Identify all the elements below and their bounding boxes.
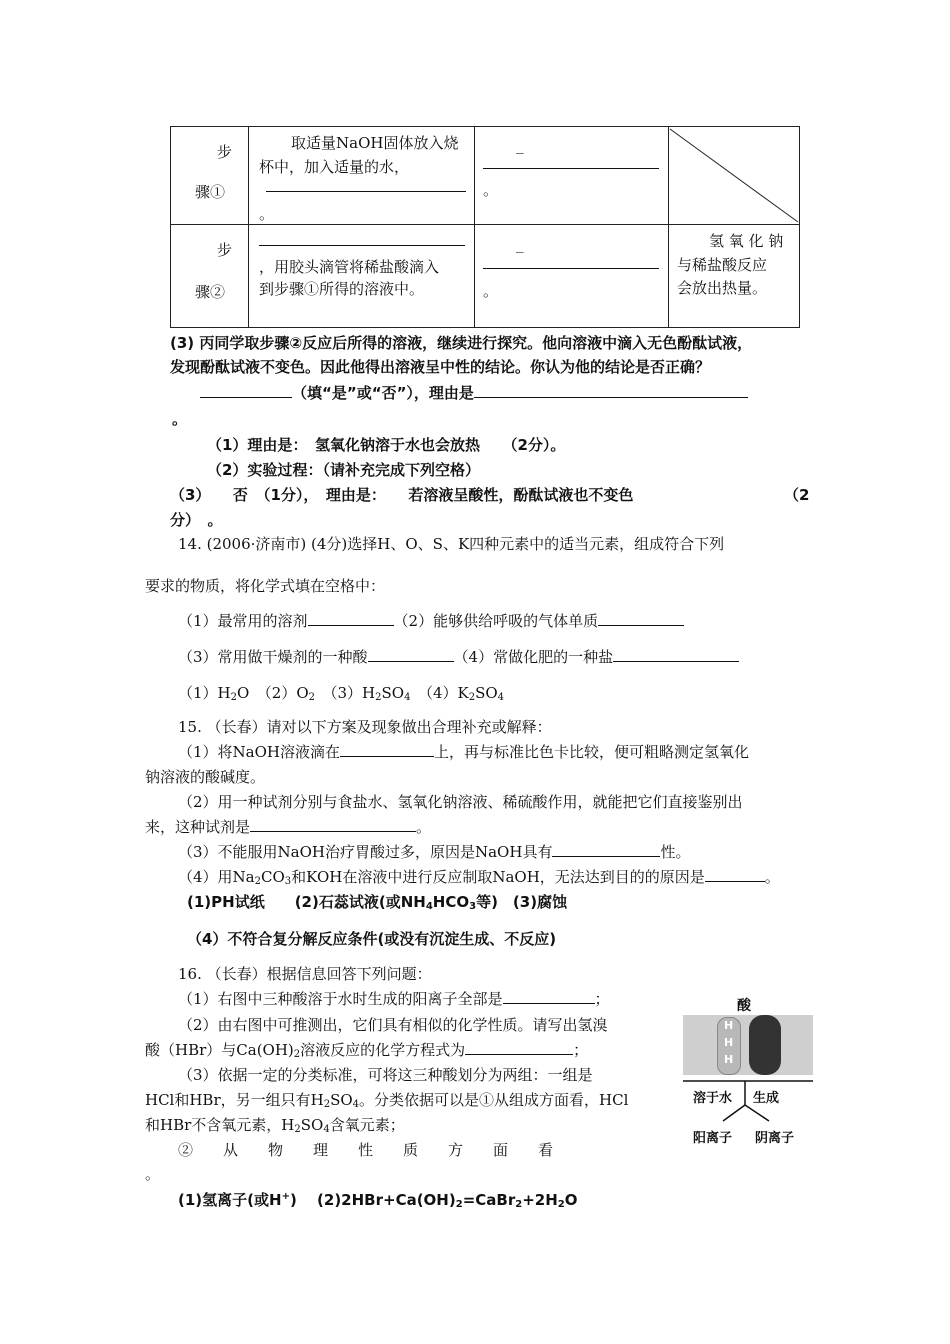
step2-conclusion-line1: 氢 氧 化 钠 (709, 232, 784, 250)
q16-item1: （1）右图中三种酸溶于水时生成的阳离子全部是 (178, 990, 503, 1008)
q16-item3-a: （3）依据一定的分类标准，可将这三种酸划分为两组：一组是 (178, 1066, 593, 1084)
step2-operation-line3: 到步骤①所得的溶液中。 (259, 280, 425, 298)
step2-conclusion-line2: 与稀盐酸反应 (677, 256, 768, 274)
step1-phenomenon-blank (483, 154, 659, 173)
step1-operation-line1: 取适量NaOH固体放入烧 (291, 134, 459, 152)
table-column-divider (474, 127, 475, 327)
step2-phenomenon-blank (483, 254, 659, 273)
q16-item3-end: 。 (145, 1165, 161, 1183)
experiment-table (170, 126, 800, 328)
q13-part3-line3 (200, 382, 748, 403)
step2-phenomenon-end: 。 (483, 282, 499, 300)
table-row-divider (171, 224, 799, 225)
q15-item2-a: （2）用一种试剂分别与食盐水、氢氧化钠溶液、稀硫酸作用，就能把它们直接鉴别出 (178, 793, 743, 811)
q15-item3-b: 性。 (660, 843, 691, 861)
q15-item2-end: 。 (416, 818, 432, 836)
q13-answer3-end: 分） 。 (170, 511, 223, 529)
q13-answer1: （1）理由是： 氢氧化钠溶于水也会放热 （2分）。 (207, 436, 566, 454)
step2-label-b: 骤② (195, 283, 226, 301)
q15-item2-b: 来，这种试剂是 (145, 818, 251, 836)
acid-figure (683, 995, 813, 1145)
q14-answer: $(1)H_2O$ $(2)O_2$ $(3)H_2SO_4$ $(4)K_2SO_4$ (178, 684, 505, 703)
q14-stem-line1: 14. (2006·济南市) (4分)选择H、O、S、K四种元素中的适当元素，组成符合下列 (178, 535, 725, 553)
q14-item2: （2）能够供给呼吸的气体单质 (393, 612, 599, 630)
step2-operation-blank (259, 231, 465, 250)
step1-operation-end: 。 (259, 205, 275, 223)
q15-item3-line (178, 841, 690, 862)
q13-part3-question: （填“是”或“否”），理由是 (292, 384, 474, 402)
q16-item1-line (178, 988, 610, 1009)
q15-item1-a: （1）将NaOH溶液滴在 (178, 743, 340, 761)
q16-answer: (1)氢离子(或H+) $(2)2HBr+Ca(OH)_2=CaBr_2+2H_2O$ (178, 1191, 578, 1210)
step1-phenomenon-dash: _ (516, 136, 524, 154)
q15-item2-line (145, 816, 431, 837)
figure-cation-label: 阳离子 (693, 1131, 733, 1146)
q15-answer1: (1)PH试纸 (2)石蕊试液(或$NH_4HCO_3$等) (3)腐蚀 (187, 893, 568, 912)
q16-item2-line: 酸（HBr）与$Ca(OH)_2$溶液反应的化学方程式为 ； (145, 1041, 589, 1060)
q13-answer3: （3） 否 （1分）， 理由是： 若溶液呈酸性，酚酞试液也不变色 (170, 486, 634, 504)
q13-part3-line2: 发现酚酞试液不变色。因此他得出溶液呈中性的结论。你认为他的结论是否正确？ (170, 358, 711, 376)
q14-item1: （1）最常用的溶剂 (178, 612, 308, 630)
q14-item-1-2 (178, 610, 684, 631)
tube-letter-3: H (724, 1053, 734, 1066)
q13-part3-end: 。 (172, 410, 188, 428)
q16-item2-a: （2）由右图中可推测出，它们具有相似的化学性质。请写出氢溴 (178, 1016, 608, 1034)
q14-item4: （4）常做化肥的一种盐 (453, 648, 614, 666)
q15-item1-b: 上，再与标准比色卡比较，便可粗略测定氢氧化 (434, 743, 750, 761)
q15-item4-line: （4）用$Na_2CO_3$和KOH在溶液中进行反应制取NaOH，无法达到目的的原因是 。 (178, 868, 780, 887)
tube-letter-1: H (724, 1019, 734, 1032)
step1-label-a: 步 (217, 143, 233, 161)
step1-operation-line2: 杯中，加入适量的水， (259, 158, 410, 176)
q15-answer2: （4）不符合复分解反应条件(或没有沉淀生成、不反应) (187, 930, 557, 948)
q14-item3: （3）常用做干燥剂的一种酸 (178, 648, 368, 666)
q14-item-3-4 (178, 646, 739, 667)
step1-phenomenon-end: 。 (483, 181, 499, 199)
q16-item3-c: 和HBr不含氧元素，$H_2SO_4$含氧元素； (145, 1116, 405, 1135)
q13-part3-line1: (3) 丙同学取步骤②反应后所得的溶液，继续进行探究。他向溶液中滴入无色酚酞试液， (170, 334, 753, 352)
q16-stem: 16. （长春）根据信息回答下列问题： (178, 965, 432, 983)
figure-left-label: 溶于水 (693, 1091, 733, 1106)
step1-label-b: 骤① (195, 183, 226, 201)
q16-item1-end: ； (594, 990, 610, 1008)
step1-answer-blank (266, 177, 466, 196)
q16-item3-d: ② 从 物 理 性 质 方 面 看 (178, 1141, 554, 1159)
q15-item3-a: （3）不能服用NaOH治疗胃酸过多，原因是NaOH具有 (178, 843, 553, 861)
q15-item1-c: 钠溶液的酸碱度。 (145, 768, 266, 786)
table-diagonal (668, 127, 800, 224)
figure-right-label: 生成 (753, 1091, 780, 1106)
step2-label-a: 步 (217, 241, 233, 259)
q14-stem-line2: 要求的物质，将化学式填在空格中： (145, 577, 386, 595)
q15-item1-line (178, 741, 749, 762)
tube-right (749, 1015, 781, 1075)
q13-answer3-score: （2 (784, 486, 810, 504)
table-column-divider (248, 127, 249, 327)
step2-phenomenon-dash: _ (516, 235, 524, 253)
tube-letter-2: H (724, 1036, 734, 1049)
figure-anion-label: 阴离子 (755, 1131, 795, 1146)
figure-title: 酸 (737, 998, 751, 1014)
step2-conclusion-line3: 会放出热量。 (677, 279, 768, 297)
q16-item3-b: HCl和HBr，另一组只有$H_2SO_4$。分类依据可以是①从组成方面看，HCl (145, 1091, 629, 1110)
figure-background (683, 1015, 813, 1075)
step2-operation-line2: ，用胶头滴管将稀盐酸滴入 (259, 258, 440, 276)
q15-stem: 15. （长春）请对以下方案及现象做出合理补充或解释： (178, 718, 552, 736)
q13-answer2: （2）实验过程：（请补充完成下列空格） (207, 461, 480, 479)
